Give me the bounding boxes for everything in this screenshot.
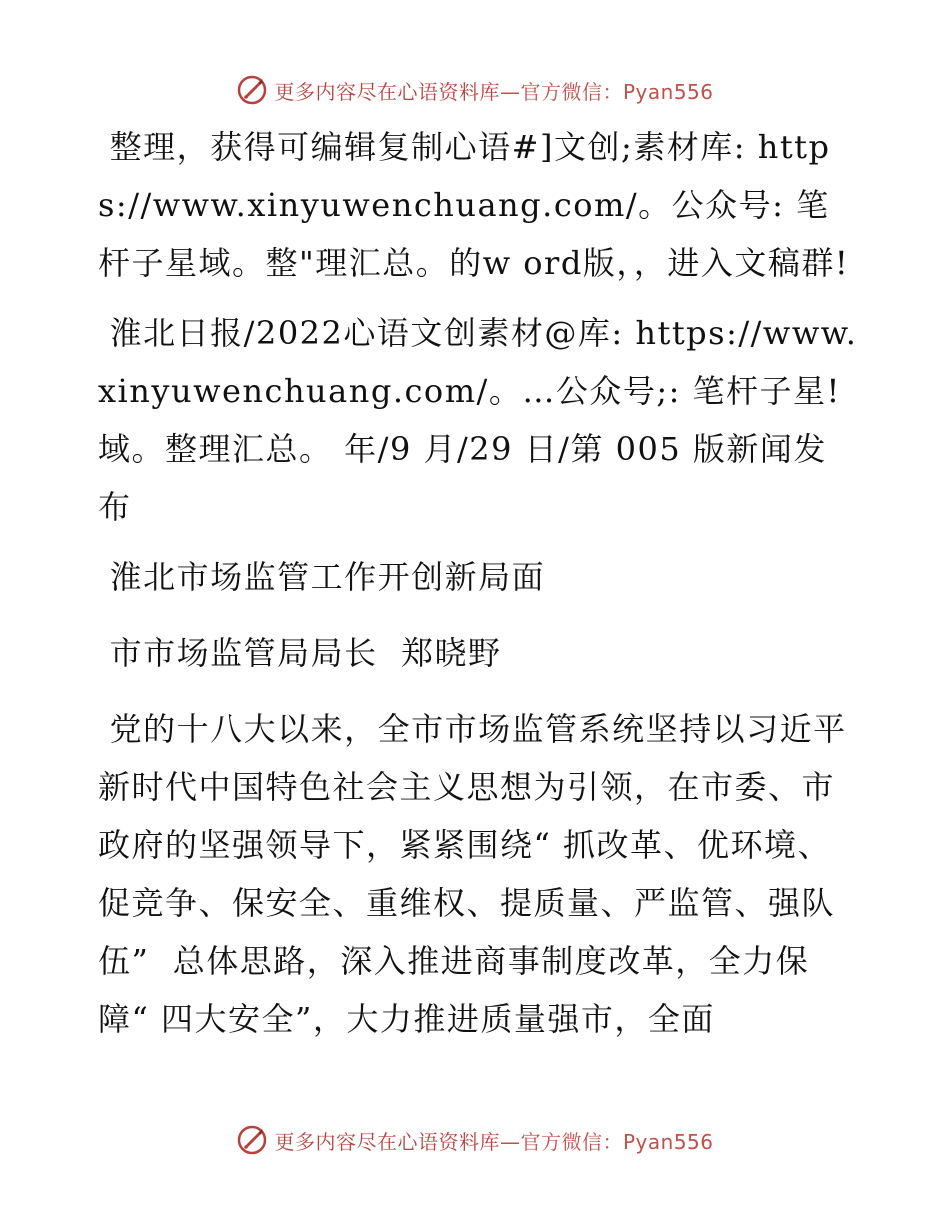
document-body xyxy=(98,118,858,1048)
quill-seal-icon xyxy=(236,1124,268,1156)
footer-banner xyxy=(0,1120,950,1160)
banner-wechat-label: —官方微信： xyxy=(499,79,623,104)
paragraph-source-note: 整理，获得可编辑复制心语#]文创;素材库: https://www.xinyuwenchuang.com/。公众号: 笔杆子星域。整"理汇总。的w ord版，，进入文稿群! xyxy=(98,128,850,282)
header-banner xyxy=(0,70,950,110)
article-title: 淮北市场监管工作开创新局面 xyxy=(98,558,546,596)
article-author: 市市场监管局局长 郑晓野 xyxy=(98,634,502,672)
paragraph-publication-info: 淮北日报/2022心语文创素材@库: https://www.xinyuwenchuang.com/。…公众号;: 笔杆子星! 域。整理汇总。 年/9 月/29 日/第 005 版新闻发布 xyxy=(98,314,858,526)
article-body-paragraph: 党的十八大以来，全市市场监管系统坚持以习近平新时代中国特色社会主义思想为引领，在市委、市政府的坚强领导下，紧紧围绕“ 抓改革、优环境、促竞争、保安全、重维权、提质量、严监管、强队伍” 总体思路，深入推进商事制度改革，全力保障“ 四大安全”，大力推进质量强市，全面 xyxy=(98,710,847,1038)
banner-wechat-label: —官方微信： xyxy=(499,1129,623,1154)
banner-wechat-id: Pyan556 xyxy=(622,79,714,104)
header-banner-text xyxy=(274,76,713,105)
footer-banner-text xyxy=(274,1126,713,1155)
banner-site-name: 更多内容尽在心语资料库 xyxy=(274,1129,500,1154)
quill-seal-icon xyxy=(236,74,268,106)
banner-wechat-id: Pyan556 xyxy=(622,1129,714,1154)
banner-site-name: 更多内容尽在心语资料库 xyxy=(274,79,500,104)
